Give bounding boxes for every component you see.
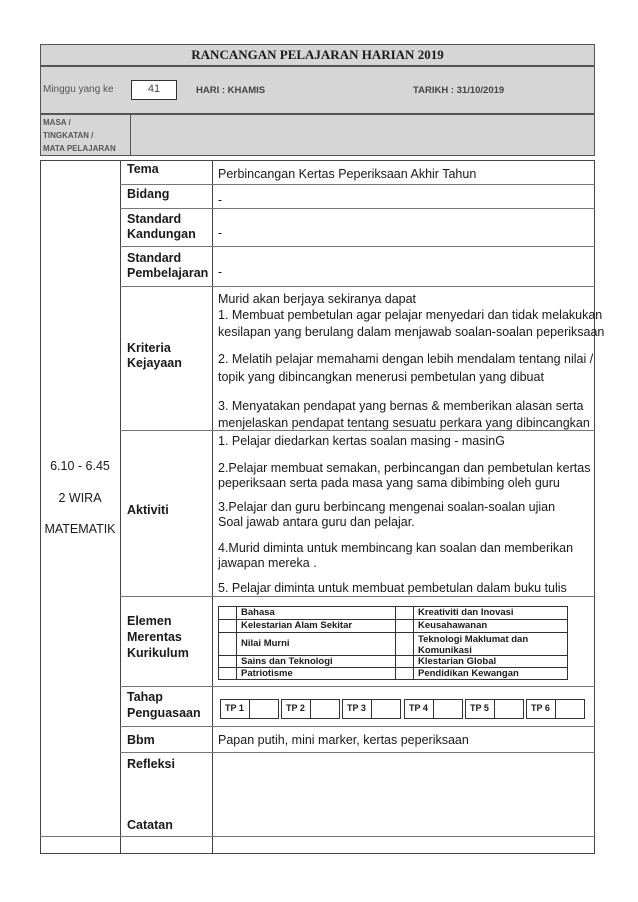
aktiviti-line: jawapan mereka . bbox=[218, 556, 317, 570]
elemen-item-multiline bbox=[413, 632, 568, 656]
sp-value: - bbox=[218, 265, 223, 279]
tp-checkbox[interactable] bbox=[310, 699, 340, 719]
tema-value: Perbincangan Kertas Peperiksaan Akhir Tahun bbox=[218, 167, 477, 181]
sp-label-2: Pembelajaran bbox=[127, 266, 209, 280]
kriteria-line: 3. Menyatakan pendapat yang bernas & memberikan alasan serta bbox=[218, 399, 584, 413]
elemen-item: Komunikasi bbox=[418, 645, 472, 656]
kriteria-line: kesilapan yang berulang dalam menjawab soalan-soalan peperiksaan bbox=[218, 325, 605, 339]
elemen-checkbox[interactable] bbox=[395, 606, 414, 620]
aktiviti-line: Soal jawab antara guru dan pelajar. bbox=[218, 515, 415, 529]
row-line bbox=[120, 208, 595, 209]
tp-checkbox[interactable] bbox=[494, 699, 524, 719]
sk-value: - bbox=[218, 226, 223, 240]
time-label-3: MATA PELAJARAN bbox=[43, 144, 116, 153]
bbm-value: Papan putih, mini marker, kertas peperiksaan bbox=[218, 733, 469, 747]
page-title: RANCANGAN PELAJARAN HARIAN 2019 bbox=[191, 47, 444, 62]
bidang-value: - bbox=[218, 193, 223, 207]
elemen-checkbox[interactable] bbox=[395, 632, 414, 656]
elemen-item: Kreativiti dan Inovasi bbox=[413, 606, 568, 620]
time-label-1: MASA / bbox=[43, 118, 71, 127]
elemen-item: Teknologi Maklumat dan bbox=[418, 634, 529, 645]
elemen-checkbox[interactable] bbox=[218, 606, 237, 620]
aktiviti-line: 1. Pelajar diedarkan kertas soalan masing - masinG bbox=[218, 434, 505, 448]
elemen-checkbox[interactable] bbox=[218, 632, 237, 656]
elemen-item: Keusahawanan bbox=[413, 619, 568, 633]
kriteria-line: Murid akan berjaya sekiranya dapat bbox=[218, 292, 417, 306]
elemen-checkbox[interactable] bbox=[218, 667, 237, 680]
elemen-item: Pendidikan Kewangan bbox=[413, 667, 568, 680]
elemen-item: Sains dan Teknologi bbox=[236, 655, 396, 668]
elemen-item: Nilai Murni bbox=[236, 632, 396, 656]
aktiviti-line: 5. Pelajar diminta untuk membuat pembetulan dalam buku tulis bbox=[218, 581, 567, 595]
elemen-checkbox[interactable] bbox=[395, 619, 414, 633]
row-line bbox=[120, 752, 595, 753]
refleksi-label: Refleksi bbox=[127, 757, 175, 771]
row-line bbox=[120, 596, 595, 597]
tp-label: TP 4 bbox=[404, 699, 434, 719]
kriteria-line: menjelaskan pendapat tentang sesuatu perkara yang dibincangkan bbox=[218, 416, 590, 430]
aktiviti-line: 3.Pelajar dan guru berbincang mengenai soalan-soalan ujian bbox=[218, 500, 556, 514]
aktiviti-line: peperiksaan serta pada masa yang sama dibimbing oleh guru bbox=[218, 476, 560, 490]
elemen-item: Bahasa bbox=[236, 606, 396, 620]
elemen-checkbox[interactable] bbox=[218, 619, 237, 633]
elemen-label-3: Kurikulum bbox=[127, 646, 189, 660]
row-line bbox=[120, 246, 595, 247]
tp-label: TP 1 bbox=[220, 699, 250, 719]
class-name: 2 WIRA bbox=[58, 491, 102, 505]
tp-checkbox[interactable] bbox=[555, 699, 585, 719]
elemen-item: Patriotisme bbox=[236, 667, 396, 680]
tp-checkbox[interactable] bbox=[249, 699, 279, 719]
kriteria-label-1: Kriteria bbox=[127, 341, 171, 355]
catatan-label: Catatan bbox=[127, 818, 173, 832]
bbm-label: Bbm bbox=[127, 733, 155, 747]
row-line bbox=[120, 184, 595, 185]
kriteria-line: topik yang dibincangkan menerusi pembetulan yang dibuat bbox=[218, 370, 544, 384]
tahap-label-2: Penguasaan bbox=[127, 706, 201, 720]
row-line bbox=[120, 286, 595, 287]
elemen-checkbox[interactable] bbox=[395, 667, 414, 680]
bidang-label: Bidang bbox=[127, 187, 170, 201]
row-line bbox=[120, 726, 595, 727]
subject-name: MATEMATIK bbox=[44, 522, 116, 536]
kriteria-label-2: Kejayaan bbox=[127, 356, 182, 370]
aktiviti-line: 2.Pelajar membuat semakan, perbincangan dan pembetulan kertas bbox=[218, 461, 591, 475]
sp-label-1: Standard bbox=[127, 251, 182, 265]
tahap-label-1: Tahap bbox=[127, 690, 163, 704]
week-row bbox=[40, 66, 595, 114]
week-label: Minggu yang ke bbox=[43, 84, 114, 95]
row-line bbox=[40, 836, 595, 837]
subject-divider bbox=[130, 114, 131, 156]
col-divider-1 bbox=[120, 160, 121, 854]
aktiviti-line: 4.Murid diminta untuk membincang kan soalan dan memberikan bbox=[218, 541, 574, 555]
day-label: HARI : KHAMIS bbox=[196, 85, 266, 96]
elemen-label-2: Merentas bbox=[127, 630, 182, 644]
tp-checkbox[interactable] bbox=[433, 699, 463, 719]
tp-label: TP 5 bbox=[465, 699, 495, 719]
elemen-item: Kelestarian Alam Sekitar bbox=[236, 619, 396, 633]
kriteria-line: 2. Melatih pelajar memahami dengan lebih mendalam tentang nilai / bbox=[218, 352, 594, 366]
kriteria-line: 1. Membuat pembetulan agar pelajar menyedari dan tidak melakukan bbox=[218, 308, 603, 322]
tp-label: TP 2 bbox=[281, 699, 311, 719]
elemen-label-1: Elemen bbox=[127, 614, 172, 628]
date-label: TARIKH : 31/10/2019 bbox=[413, 85, 505, 96]
row-line bbox=[120, 686, 595, 687]
tp-label: TP 3 bbox=[342, 699, 372, 719]
aktiviti-label: Aktiviti bbox=[127, 503, 169, 517]
tema-label: Tema bbox=[127, 162, 159, 176]
tp-checkbox[interactable] bbox=[371, 699, 401, 719]
subject-row bbox=[40, 114, 595, 156]
week-value: 41 bbox=[147, 83, 161, 95]
sk-label-1: Standard bbox=[127, 212, 182, 226]
elemen-item: Klestarian Global bbox=[413, 655, 568, 668]
time-label-2: TINGKATAN / bbox=[43, 131, 94, 140]
lesson-time: 6.10 - 6.45 bbox=[50, 459, 110, 473]
sk-label-2: Kandungan bbox=[127, 227, 196, 241]
tp-label: TP 6 bbox=[526, 699, 556, 719]
col-divider-2 bbox=[212, 160, 213, 854]
